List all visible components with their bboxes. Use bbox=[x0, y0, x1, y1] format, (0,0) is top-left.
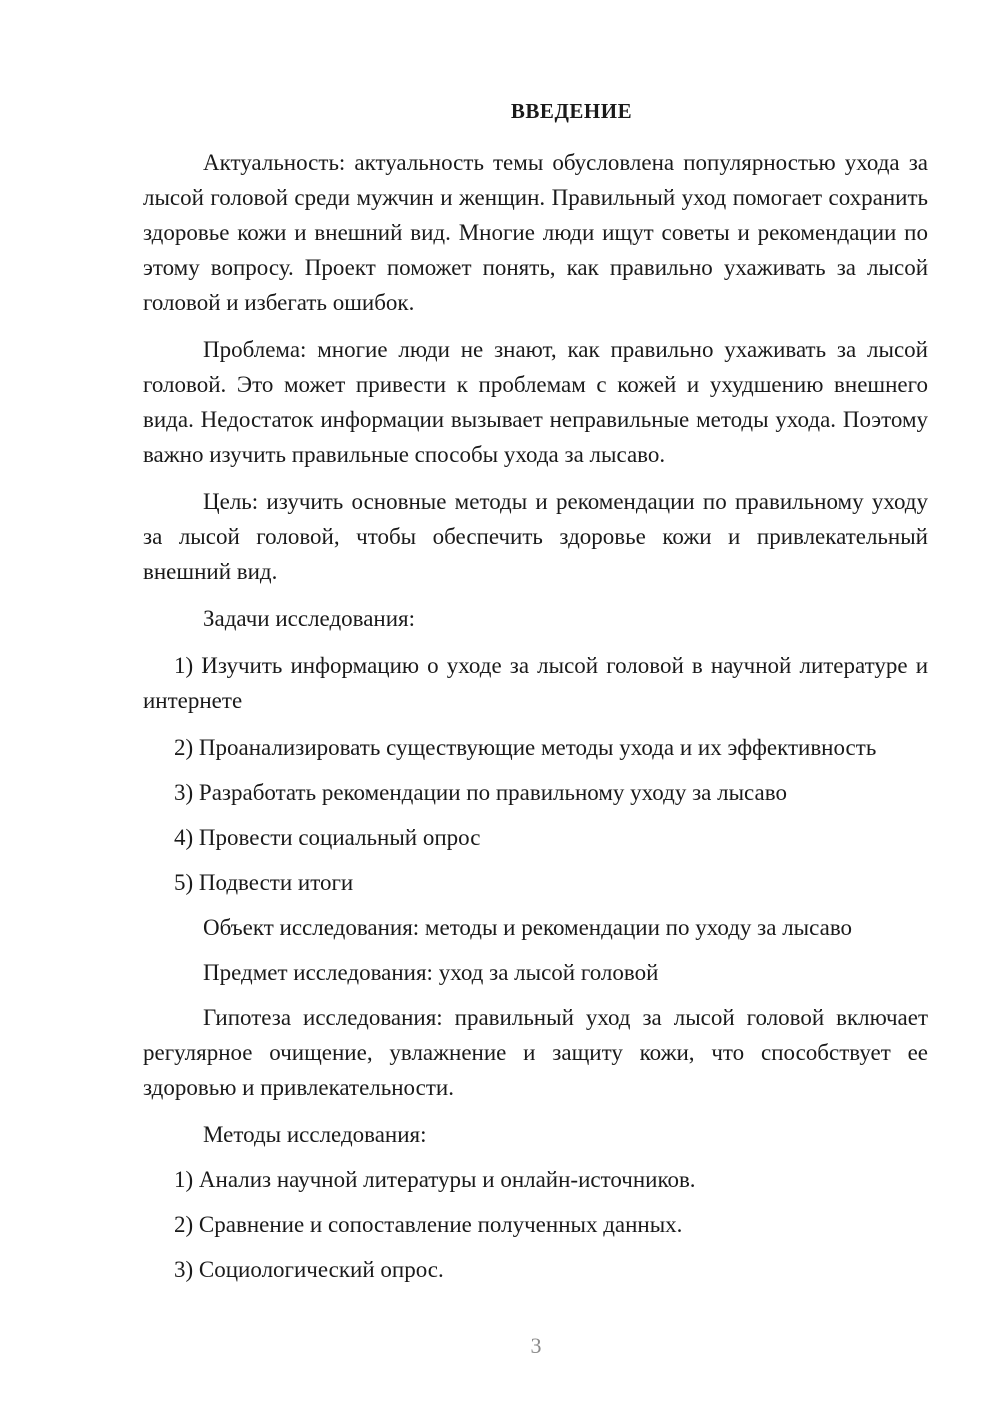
tasks-heading: Задачи исследования: bbox=[203, 606, 416, 631]
task-item: 1) Изучить информацию о уходе за лысой головой в научной литературе и интернете bbox=[143, 653, 928, 713]
page-number: 3 bbox=[530, 1333, 542, 1358]
research-subject: Предмет исследования: уход за лысой головой bbox=[203, 960, 659, 985]
task-item: 3) Разработать рекомендации по правильному уходу за лысаво bbox=[174, 780, 787, 805]
research-hypothesis: Гипотеза исследования: правильный уход за лысой головой включает регулярное очищение, увлажнение и защиту кожи, что способствует ее здоровью и привлекательности. bbox=[143, 1005, 928, 1100]
paragraph-problem: Проблема: многие люди не знают, как правильно ухаживать за лысой головой. Это может привести к проблемам с кожей и ухудшению внешнего вида. Недостаток информации вызывает неправильные методы ухода. Поэтому важно изучить правильные способы ухода за лысаво. bbox=[143, 337, 928, 467]
task-item: 4) Провести социальный опрос bbox=[174, 825, 481, 850]
paragraph-goal: Цель: изучить основные методы и рекомендации по правильному уходу за лысой головой, чтобы обеспечить здоровье кожи и привлекательный внешний вид. bbox=[143, 489, 928, 584]
methods-heading: Методы исследования: bbox=[203, 1122, 427, 1147]
research-object: Объект исследования: методы и рекомендации по уходу за лысаво bbox=[203, 915, 853, 940]
page-content bbox=[143, 92, 928, 1287]
method-item: 3) Социологический опрос. bbox=[174, 1257, 444, 1282]
method-item: 2) Сравнение и сопоставление полученных данных. bbox=[174, 1212, 683, 1237]
task-item: 5) Подвести итоги bbox=[174, 870, 354, 895]
section-title: ВВЕДЕНИЕ bbox=[510, 99, 633, 123]
paragraph-relevance: Актуальность: актуальность темы обусловлена популярностью ухода за лысой головой среди мужчин и женщин. Правильный уход помогает сохранить здоровье кожи и внешний вид. Многие люди ищут советы и рекомендации по этому вопросу. Проект поможет понять, как правильно ухаживать за лысой головой и избегать ошибок. bbox=[143, 150, 928, 315]
task-item: 2) Проанализировать существующие методы ухода и их эффективность bbox=[174, 735, 877, 760]
method-item: 1) Анализ научной литературы и онлайн-источников. bbox=[174, 1167, 696, 1192]
